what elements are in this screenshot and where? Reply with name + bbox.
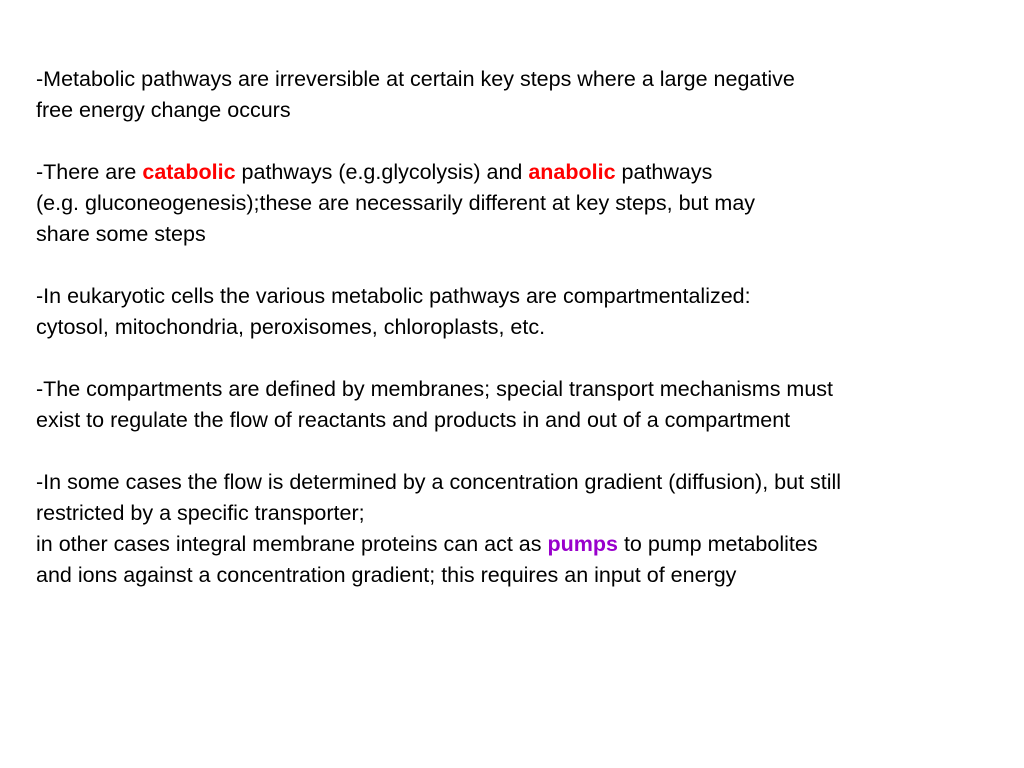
paragraph-spacer <box>36 126 1006 157</box>
text-line <box>36 529 1006 560</box>
text-line: restricted by a specific transporter; <box>36 501 365 525</box>
text-fragment: to pump metabolites <box>617 532 818 556</box>
text-fragment: in other cases integral membrane proteins can act as <box>36 532 548 556</box>
text-fragment: -There are <box>36 160 143 184</box>
text-line: and ions against a concentration gradient; this requires an input of energy <box>36 563 737 587</box>
text-line: -In eukaryotic cells the various metabolic pathways are compartmentalized: <box>36 284 751 308</box>
paragraph-catabolic-anabolic <box>36 157 1006 250</box>
text-line <box>36 157 1006 188</box>
paragraph-membranes <box>36 374 1006 436</box>
text-line: share some steps <box>36 222 206 246</box>
paragraph-spacer <box>36 436 1006 467</box>
paragraph-transport-pumps <box>36 467 1006 591</box>
paragraph-spacer <box>36 343 1006 374</box>
text-line: exist to regulate the flow of reactants and products in and out of a compartment <box>36 408 791 432</box>
text-line: -In some cases the flow is determined by a concentration gradient (diffusion), but still <box>36 470 842 494</box>
keyword-pumps: pumps <box>547 532 618 556</box>
text-fragment: pathways (e.g.glycolysis) and <box>235 160 529 184</box>
text-line: free energy change occurs <box>36 98 291 122</box>
paragraph-compartmentalization <box>36 281 1006 343</box>
text-line: (e.g. gluconeogenesis);these are necessarily different at key steps, but may <box>36 191 756 215</box>
keyword-anabolic: anabolic <box>528 160 616 184</box>
keyword-catabolic: catabolic <box>142 160 236 184</box>
text-line: -Metabolic pathways are irreversible at certain key steps where a large negative <box>36 67 795 91</box>
slide-body <box>36 64 1006 591</box>
paragraph-irreversible-steps <box>36 64 1006 126</box>
text-fragment: pathways <box>615 160 713 184</box>
text-line: -The compartments are defined by membranes; special transport mechanisms must <box>36 377 834 401</box>
paragraph-spacer <box>36 250 1006 281</box>
text-line: cytosol, mitochondria, peroxisomes, chloroplasts, etc. <box>36 315 546 339</box>
